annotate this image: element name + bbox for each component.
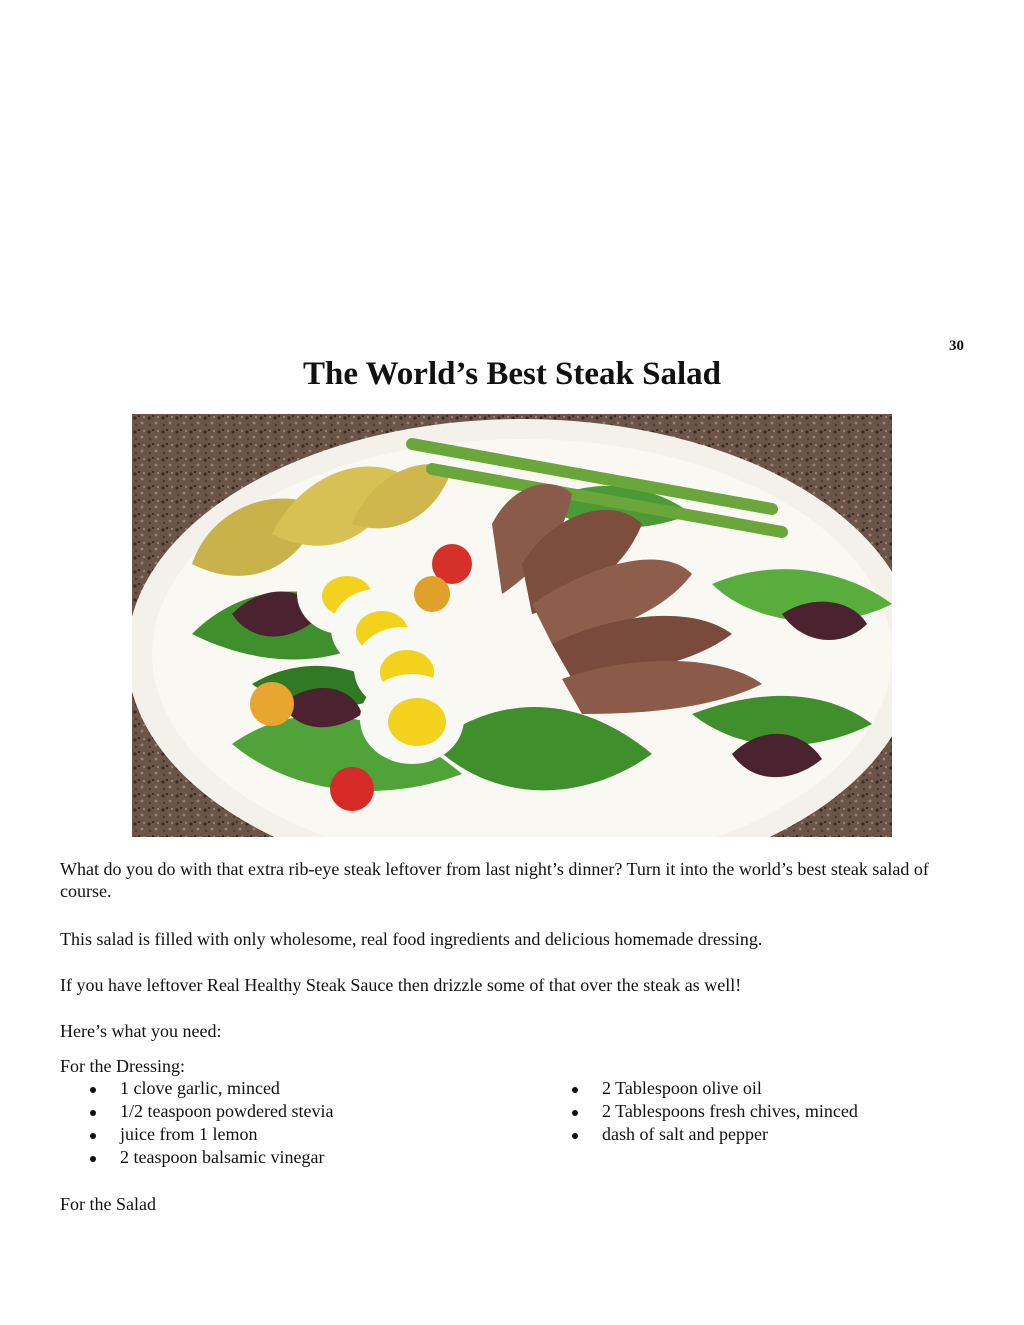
salad-heading: For the Salad bbox=[60, 1194, 156, 1214]
page-title: The World’s Best Steak Salad bbox=[302, 356, 722, 392]
steak-salad-photo bbox=[132, 414, 892, 837]
intro-paragraph: What do you do with that extra rib-eye steak leftover from last night’s dinner? Turn it into the world’s best steak salad of course. bbox=[60, 859, 929, 901]
dressing-list-right bbox=[542, 1077, 858, 1146]
list-item: 2 Tablespoons fresh chives, minced bbox=[542, 1100, 858, 1123]
list-item: 1 clove garlic, minced bbox=[60, 1077, 333, 1100]
dressing-list-left bbox=[60, 1077, 333, 1169]
page-number: 30 bbox=[949, 338, 964, 354]
list-item: dash of salt and pepper bbox=[542, 1123, 858, 1146]
list-item: 2 Tablespoon olive oil bbox=[542, 1077, 858, 1100]
wholesome-paragraph: This salad is filled with only wholesome, real food ingredients and delicious homemade dressing. bbox=[60, 929, 763, 949]
need-paragraph: Here’s what you need: bbox=[60, 1021, 222, 1041]
list-item: 2 teaspoon balsamic vinegar bbox=[60, 1146, 333, 1169]
dressing-heading: For the Dressing: bbox=[60, 1056, 185, 1076]
list-item: 1/2 teaspoon powdered stevia bbox=[60, 1100, 333, 1123]
list-item: juice from 1 lemon bbox=[60, 1123, 333, 1146]
sauce-paragraph: If you have leftover Real Healthy Steak Sauce then drizzle some of that over the steak as well! bbox=[60, 975, 742, 995]
